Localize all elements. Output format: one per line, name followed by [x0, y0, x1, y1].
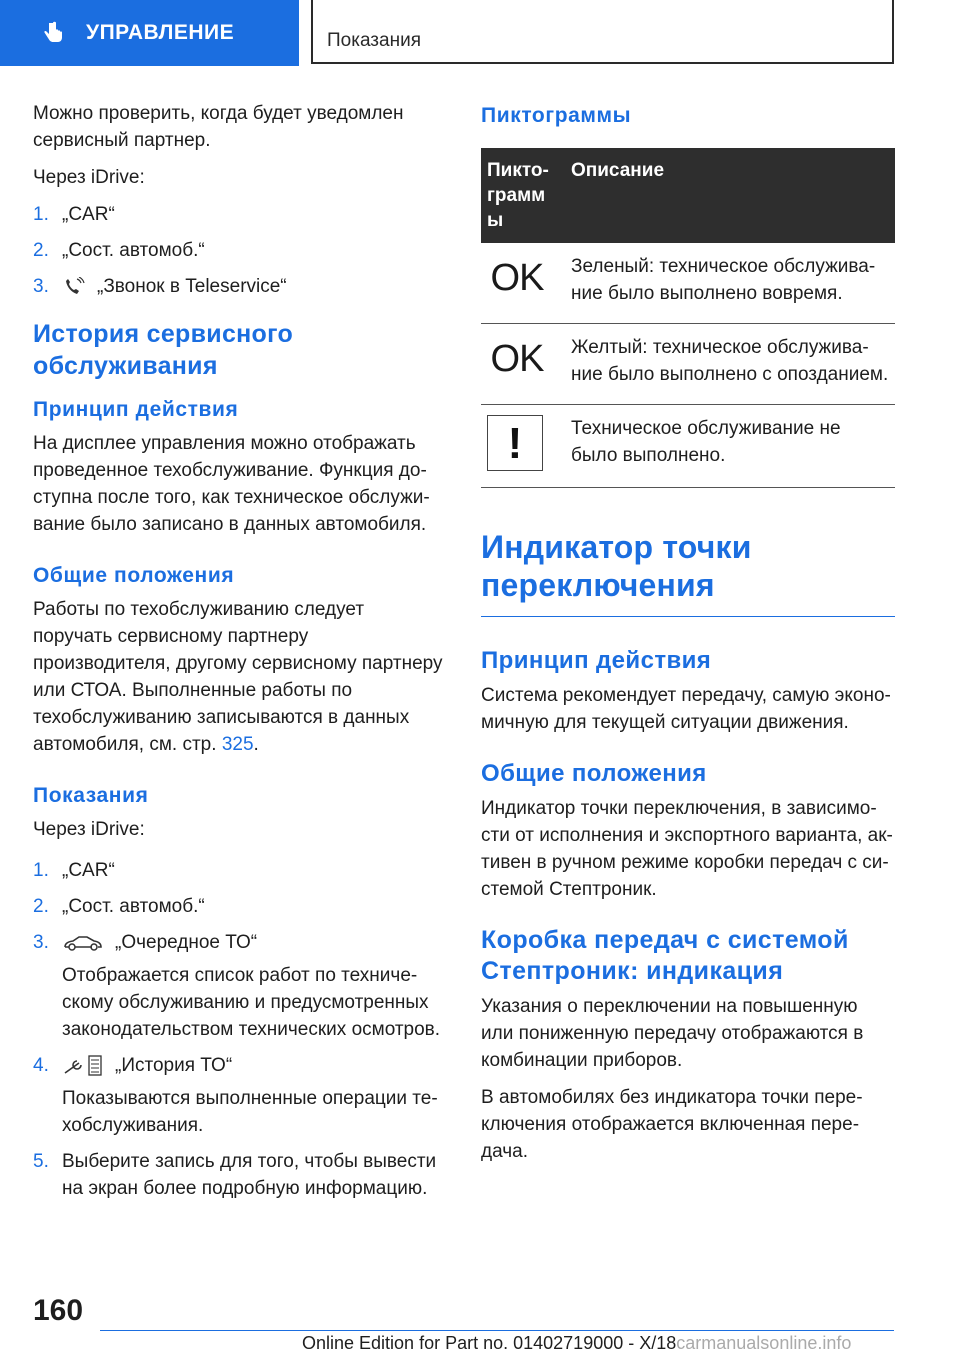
list-item: 2. „Сост. автомоб.“: [33, 240, 205, 261]
general-heading: Общие положения: [33, 564, 235, 587]
phone-service-icon: [63, 277, 85, 297]
exclamation-icon: !: [487, 415, 543, 471]
list-item: 2. „Сост. автомоб.“: [33, 896, 205, 917]
list-item: 4. „История ТО“ Показываются выполненные операции техобслуживания.: [33, 1052, 448, 1139]
list-item: 5. Выберите запись для того, чтобы вывести на экран более подробную информацию.: [33, 1151, 437, 1199]
general-heading: Общие положения: [481, 760, 707, 787]
page-number: 160: [33, 1294, 84, 1327]
table-cell: Техническое обслуживание не было выполнено.: [565, 405, 895, 488]
breadcrumb-label: Показания: [327, 30, 421, 51]
list-item: 1. „CAR“: [33, 204, 115, 225]
steptronic-text-1: Указания о переключении на повышенную или пониженную передачу отображаются в комбинации приборов.: [481, 996, 864, 1071]
step-note: Отображается список работ по техническому обслуживанию и предусмотренных законодательством технических осмотров.: [62, 965, 441, 1040]
list-item: 3. „Звонок в Teleservice“: [33, 276, 287, 297]
column-header-description: Описание: [565, 148, 895, 243]
table-row: [481, 405, 895, 488]
car-icon: [63, 934, 103, 952]
heading-rule: [481, 616, 895, 617]
general-text: Индикатор точки переключения, в зависимости от исполнения и экспортного варианта, активен в ручном режиме коробки передач с системой Стептроник.: [481, 798, 893, 900]
section-title: УПРАВЛЕНИЕ: [86, 21, 235, 44]
breadcrumb: [311, 0, 894, 64]
principle-heading: Принцип действия: [33, 398, 239, 421]
column-header-pictogram: Пиктограмм ы: [481, 148, 565, 243]
left-column: [33, 100, 448, 1214]
intro-text: Можно проверить, когда будет уведомлен сервисный партнер.: [33, 103, 404, 151]
display-heading: Показания: [33, 784, 149, 807]
table-cell: Желтый: техническое обслуживание было выполнено с опозданием.: [565, 324, 895, 405]
steptronic-heading: Коробка передач с системой Стептроник: индикация: [481, 926, 849, 985]
principle-text: Система рекомендует передачу, самую экономичную для текущей ситуации движения.: [481, 685, 891, 733]
list-item: 1. „CAR“: [33, 860, 115, 881]
step-note: Показываются выполненные операции техобслуживания.: [62, 1088, 438, 1136]
general-text: Работы по техобслуживанию следует поручать сервисному партнеру производителя, другому сервисному партнеру или СТОА. Выполненные работы по техобслуживанию записываются в данных автомобиля, см. стр. 325.: [33, 599, 443, 755]
principle-heading: Принцип действия: [481, 647, 712, 674]
shift-indicator-heading: Индикатор точки переключения: [481, 529, 752, 603]
table-row: [481, 243, 895, 324]
principle-text: На дисплее управления можно отображать проведенное техобслуживание. Функция доступна после того, как техническое обслуживание было записано в данных автомобиля.: [33, 433, 430, 535]
ok-green-icon: OK: [490, 256, 544, 299]
right-column: [481, 100, 895, 1175]
table-cell: Зеленый: техническое обслуживание было выполнено вовремя.: [565, 243, 895, 324]
footer-rule: [100, 1330, 894, 1331]
page-link[interactable]: 325: [221, 734, 254, 755]
idrive-label: Через iDrive:: [33, 819, 145, 840]
wrench-list-icon: [63, 1055, 103, 1077]
hand-pointer-icon: [40, 20, 66, 46]
footer-edition: Online Edition for Part no. 01402719000 - X/18carmanualsonline.info: [302, 1333, 852, 1353]
idrive-label: Через iDrive:: [33, 167, 145, 188]
history-heading: История сервисного обслуживания: [33, 320, 294, 380]
table-header-row: [481, 148, 895, 243]
steptronic-text-2: В автомобилях без индикатора точки переключения отображается включенная передача.: [481, 1087, 863, 1162]
pictograms-table: [481, 148, 895, 488]
section-tab: [0, 0, 299, 66]
watermark: carmanualsonline.info: [676, 1333, 852, 1353]
ok-yellow-icon: OK: [490, 337, 544, 380]
steps-list-2: [33, 857, 448, 1202]
steps-list-1: [33, 201, 448, 300]
list-item: 3. „Очередное ТО“ Отображается список работ по техническому обслуживанию и предусмотренных законодательством технических осмотров.: [33, 929, 448, 1043]
table-row: [481, 324, 895, 405]
pictograms-heading: Пиктограммы: [481, 104, 632, 127]
